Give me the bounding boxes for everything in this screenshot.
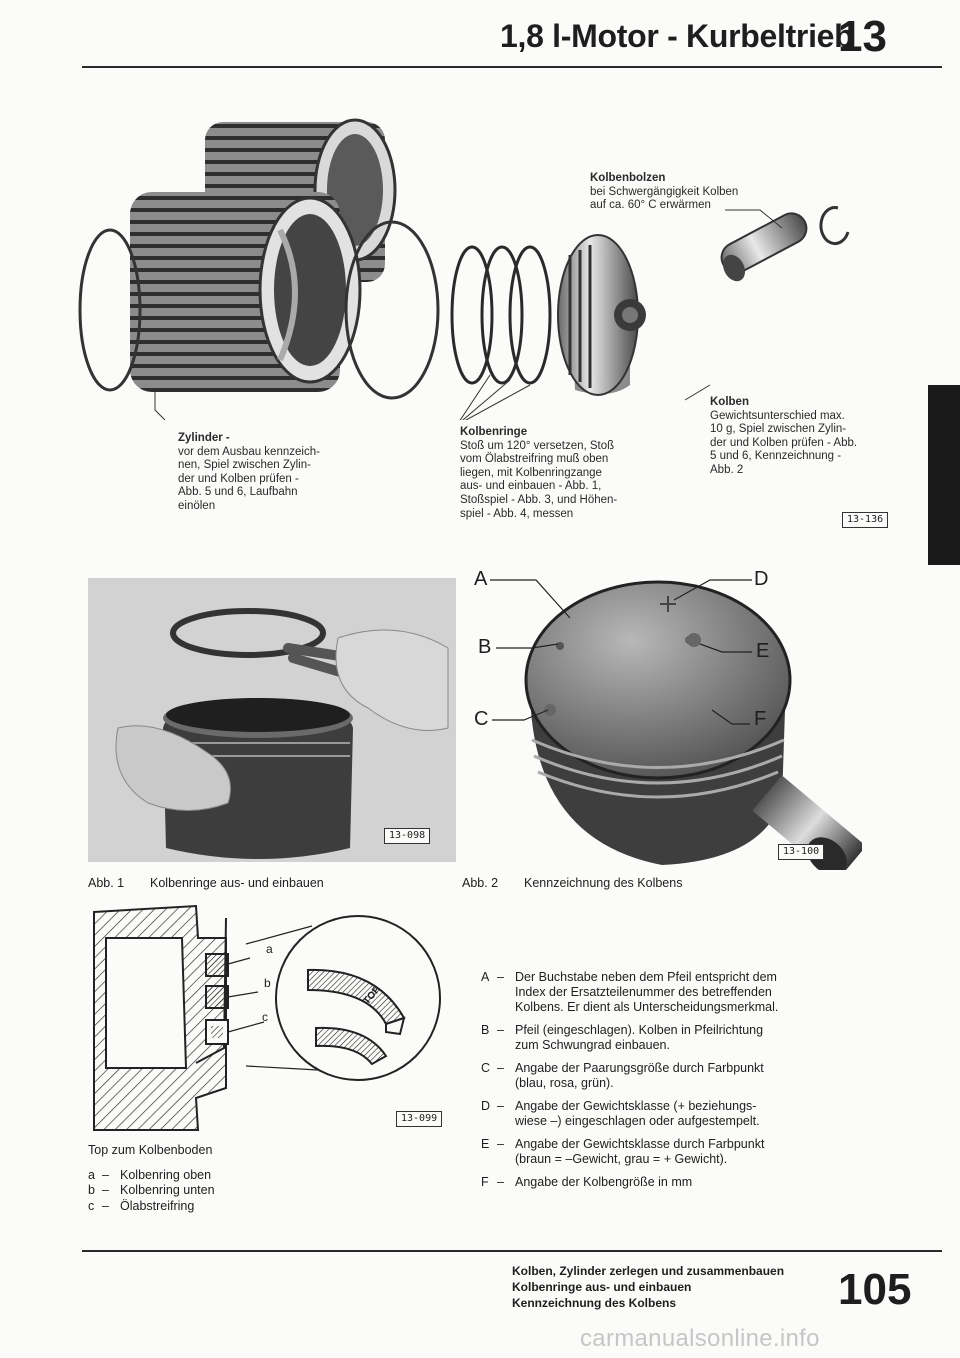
footer-rule — [82, 1250, 942, 1252]
ring-letter-b: b — [264, 976, 271, 990]
point-f: F — [754, 708, 767, 730]
ref-13-136: 13-136 — [842, 512, 888, 528]
chapter-number: 13 — [838, 12, 887, 61]
watermark: carmanualsonline.info — [580, 1325, 820, 1352]
ref-13-099: 13-099 — [396, 1111, 442, 1127]
label-kolbenringe: Kolbenringe Stoß um 120° versetzen, Stoß vom Ölabstreifring muß oben liegen, mit Kolbenringzange aus- und einbauen - Abb. 1, Stoßspiel - Abb. 3, und Höhen- spiel - Abb. 4, messen — [460, 426, 618, 520]
legend-item: b – Kolbenring unten — [88, 1183, 215, 1197]
legend-item-c: C – Angabe der Paarungsgröße durch Farbpunkt (blau, rosa, grün). — [481, 1061, 764, 1090]
header-rule — [82, 66, 942, 68]
label-kolben: Kolben Gewichtsunterschied max. 10 g, Spiel zwischen Zylin- der und Kolben prüfen - Abb. 5 und 6, Kennzeichnung - Abb. 2 — [710, 396, 858, 476]
label-kolbenbolzen: Kolbenbolzen bei Schwergängigkeit Kolben auf ca. 60° C erwärmen — [590, 172, 739, 212]
legend-item: c – Ölabstreifring — [88, 1198, 195, 1213]
label-zylinder: Zylinder - vor dem Ausbau kennzeich- nen, Spiel zwischen Zylin- der und Kolben prüfen - Abb. 5 und 6, Laufbahn einölen — [178, 432, 320, 512]
piston-pin — [716, 208, 811, 285]
legend-abb2 — [481, 970, 861, 1198]
piston-rings — [452, 247, 550, 383]
page-title: 1,8 l-Motor - Kurbeltrieb — [500, 18, 854, 54]
point-d: D — [754, 568, 769, 590]
chapter-thumb-tab — [928, 385, 960, 565]
photo-ring-pliers — [88, 578, 456, 862]
point-a: A — [474, 568, 488, 590]
ref-13-098: 13-098 — [384, 828, 430, 844]
piston — [558, 235, 646, 395]
legend-item: a – Kolbenring oben — [88, 1167, 212, 1182]
footer-section-titles: Kolben, Zylinder zerlegen und zusammenbauen Kolbenringe aus- und einbauen Kennzeichnung des Kolbens — [512, 1264, 785, 1310]
page-number: 105 — [838, 1265, 912, 1314]
legend-item-d: D – Angabe der Gewichtsklasse (+ beziehungs- wiese –) eingeschlagen oder aufgestempelt. — [481, 1099, 760, 1128]
top-mark: TOP — [361, 984, 383, 1007]
legend-rings-title: Top zum Kolbenboden — [88, 1143, 213, 1157]
ref-13-100: 13-100 — [778, 844, 824, 860]
legend-item-b: B – Pfeil (eingeschlagen). Kolben in Pfeilrichtung zum Schwungrad einbauen. — [481, 1023, 764, 1052]
legend-item-f: F – Angabe der Kolbengröße in mm — [481, 1175, 693, 1189]
ring-letter-c: c — [262, 1010, 268, 1024]
point-c: C — [474, 708, 489, 730]
circlip — [821, 208, 848, 244]
legend-item-e: E – Angabe der Gewichtsklasse durch Farbpunkt (braun = –Gewicht, grau = + Gewicht). — [481, 1137, 765, 1166]
exploded-view-illustration — [70, 100, 890, 420]
legend-rings — [88, 1143, 215, 1214]
cylinder-front — [130, 192, 360, 392]
legend-item-a: A – Der Buchstabe neben dem Pfeil entspricht dem Index der Ersatzteilenummer des betreffenden Kolbens. Er dient als Unterscheidungsmerkmal. — [481, 970, 779, 1014]
caption-abb2: Abb. 2 Kennzeichnung des Kolbens — [462, 876, 683, 890]
caption-abb1: Abb. 1 Kolbenringe aus- und einbauen — [88, 876, 324, 890]
piston-marking-illustration — [462, 560, 862, 870]
point-e: E — [756, 640, 770, 662]
ring-cross-section-drawing — [86, 898, 458, 1138]
point-b: B — [478, 636, 492, 658]
ring-letter-a: a — [266, 942, 273, 956]
